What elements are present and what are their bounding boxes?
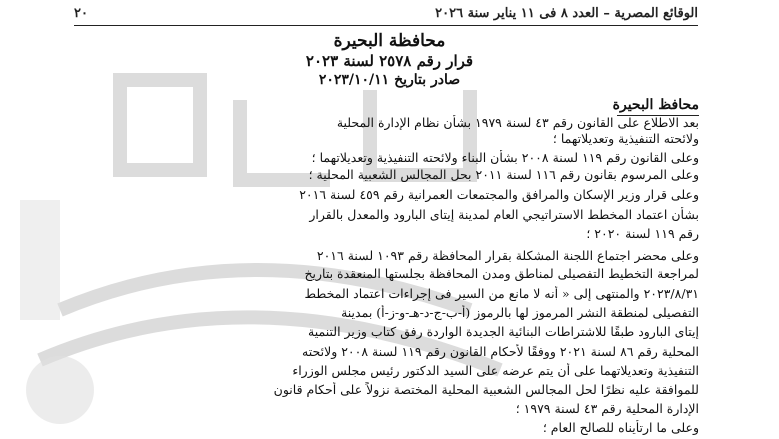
decree-date: صادر بتاريخ ٢٠٢٣/١٠/١١	[318, 72, 461, 88]
body-line: للموافقة عليه نظرًا لحل المجالس الشعبية المحلية المختصة نزولاً على أحكام قانون	[273, 382, 699, 397]
body-line: المحلية رقم ٨٦ لسنة ٢٠٢١ ووفقًا لأحكام القانون رقم ١١٩ لسنة ٢٠٠٨ ولائحته	[302, 344, 699, 359]
body-line: ٢٠٢٣/٨/٣١ والمنتهى إلى « أنه لا مانع من السير فى إجراءات اعتماد المخطط	[304, 286, 699, 301]
body-line: وعلى القانون رقم ١١٩ لسنة ٢٠٠٨ بشأن البناء ولائحته التنفيذية وتعديلاتهما ؛	[311, 150, 699, 165]
body-line: لمراجعة التخطيط التفصيلى لمناطق ومدن المحافظة بجلستها المنعقدة بتاريخ	[304, 266, 699, 281]
body-line: الإدارة المحلية رقم ٤٣ لسنة ١٩٧٩ ؛	[515, 401, 699, 416]
body-line: التفصيلى لمنطقة النشر المرموز لها بالرموز (أ-ب-ج-د-هـ-و-ز-أ) بمدينة	[341, 305, 699, 320]
body-line: وعلى محضر اجتماع اللجنة المشكلة بقرار المحافظة رقم ١٠٩٣ لسنة ٢٠١٦	[316, 248, 699, 263]
body-line: وعلى المرسوم بقانون رقم ١١٦ لسنة ٢٠١١ بحل المجالس الشعبية المحلية ؛	[308, 167, 699, 182]
issuing-official: محافظ البحيرة	[612, 97, 699, 113]
body-line: بعد الاطلاع على القانون رقم ٤٣ لسنة ١٩٧٩ بشأن نظام الإدارة المحلية	[336, 115, 699, 130]
body-line: إيتاى البارود طبقًا للاشتراطات البنائية الجديدة الواردة رفق كتاب وزير التنمية	[308, 324, 699, 339]
gazette-issue-title: الوقائع المصرية – العدد ٨ فى ١١ يناير سنة ٢٠٢٦	[435, 6, 698, 21]
body-line: رقم ١١٩ لسنة ٢٠٢٠ ؛	[586, 226, 699, 241]
page-number: ٢٠	[74, 6, 88, 21]
decree-authority: محافظة البحيرة	[333, 31, 446, 51]
body-line: بشأن اعتماد المخطط الاستراتيجي العام لمدينة إيتاى البارود والمعدل بالقرار	[309, 207, 699, 222]
body-line: التنفيذية وتعديلاتهما على أن يتم عرضه على السيد الدكتور رئيس مجلس الوزراء	[292, 363, 699, 378]
body-line: وعلى ما ارتأيناه للصالح العام ؛	[542, 420, 699, 435]
body-line: ولائحته التنفيذية وتعديلاتهما ؛	[552, 131, 699, 146]
decree-number: قرار رقم ٢٥٧٨ لسنة ٢٠٢٣	[305, 52, 474, 70]
body-line: وعلى قرار وزير الإسكان والمرافق والمجتمعات العمرانية رقم ٤٥٩ لسنة ٢٠١٦	[299, 187, 699, 202]
